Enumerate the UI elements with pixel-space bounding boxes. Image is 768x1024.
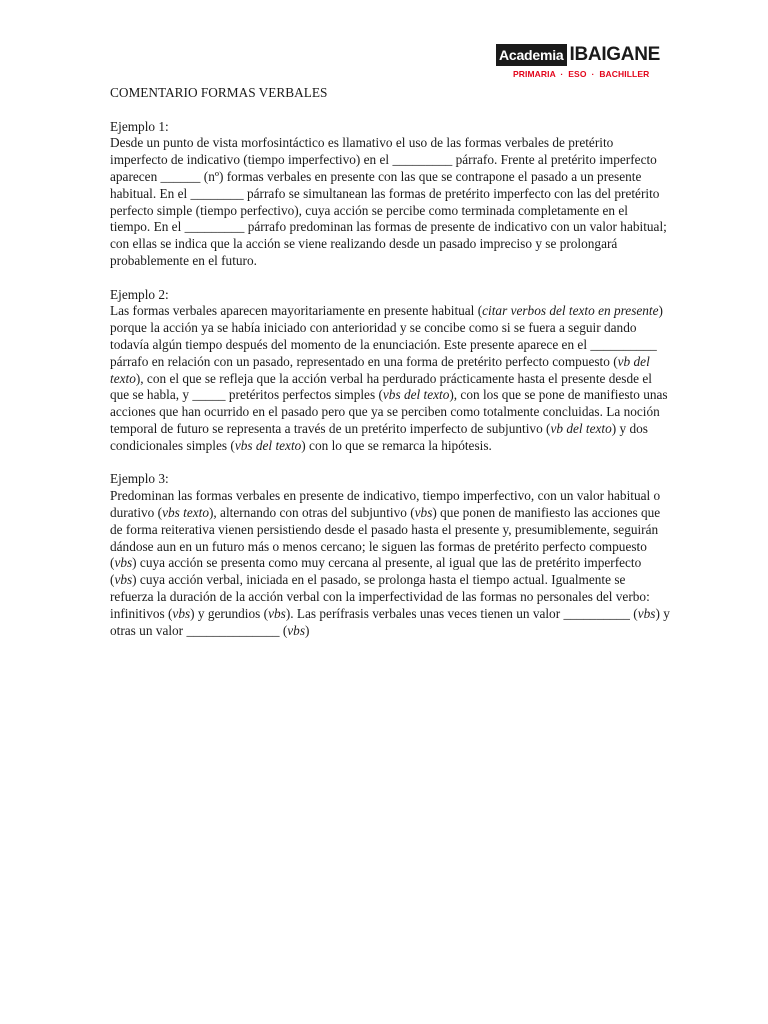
italic-note: vbs <box>114 572 133 588</box>
italic-note: vbs <box>287 622 306 638</box>
text-run: ), con los que se pone de manifiesto unas acciones que han ocurrido en el pasado pero que ya se perciben como totalmente concluidas. La noción temporal de futuro se representa a través de un pretérito imperfecto de subjuntivo ( <box>110 387 668 436</box>
logo-brand-name: IBAIGANE <box>569 44 660 65</box>
italic-note: vbs del texto <box>234 437 302 453</box>
text-run: ) y dos condicionales simples ( <box>110 420 648 453</box>
example-paragraph <box>110 303 670 454</box>
example-label: Ejemplo 3: <box>110 471 169 487</box>
example-paragraph <box>110 488 670 639</box>
text-run: ) y gerundios ( <box>190 605 269 621</box>
academy-logo <box>496 44 660 80</box>
example-block <box>110 471 670 639</box>
text-run: Las formas verbales aparecen mayoritariamente en presente habitual ( <box>110 303 483 319</box>
text-run: Desde un punto de vista morfosintáctico es llamativo el uso de las formas verbales de pretérito imperfecto de indicativo (tiempo imperfectivo) en el _________ párrafo. Frente al pretérito imperfecto aparecen ______ (nº) formas verbales en presente con las que se contrapone el pasado a un presente habitual. En el ________ párrafo se simultanean las formas de pretérito imperfecto con las del pretérito perfecto simple (tiempo perfectivo), cuya acción se percibe como terminada completamente en el tiempo. En el _________ párrafo predominan las formas de presente de indicativo con un valor habitual; con ellas se indica que la acción se viene realizando desde un pasado impreciso y se prolongará probablemente en el futuro. <box>110 135 667 268</box>
text-run: ) cuya acción se presenta como muy cercana al presente, al igual que las de pretérito imperfecto ( <box>110 555 642 588</box>
italic-note: vbs <box>172 605 191 621</box>
logo-tagline: PRIMARIA · ESO · BACHILLER <box>513 69 650 79</box>
example-block <box>110 287 670 455</box>
text-run: ) que ponen de manifiesto las acciones que de forma reiterativa vienen persistiendo desde el pasado hasta el presente y, presumiblemente, seguirán dándose aun en un futuro más o menos cercano; le siguen las formas de pretérito perfecto compuesto ( <box>110 504 661 571</box>
text-run: ) porque la acción ya se había iniciado con anterioridad y se concibe como si se fuera a seguir dando todavía algún tiempo después del momento de la enunciación. Este presente aparece en el __________ párrafo en relación con un pasado, representado en una forma de pretérito perfecto compuesto ( <box>110 303 663 369</box>
example-paragraph <box>110 135 670 269</box>
text-run: Predominan las formas verbales en presente de indicativo, tiempo imperfectivo, con un valor habitual o durativo ( <box>110 488 661 520</box>
text-run: ) con lo que se remarca la hipótesis. <box>301 437 492 453</box>
example-label: Ejemplo 1: <box>110 118 169 134</box>
text-run: ) cuya acción verbal, iniciada en el pasado, se prolonga hasta el tiempo actual. Igualmente se refuerza la duración de la acción verbal con la imperfectividad de las formas no personales del verbo: infinitivos ( <box>110 572 650 621</box>
italic-note: vb del texto <box>550 420 612 436</box>
italic-note: vbs <box>114 555 133 571</box>
example-block <box>110 119 670 270</box>
italic-note: citar verbos del texto en presente <box>482 303 659 319</box>
text-run: ), con el que se refleja que la acción verbal ha perdurado prácticamente hasta el presente desde el que se habla, y _____ pretéritos perfectos simples ( <box>110 370 652 403</box>
italic-note: vbs texto <box>162 504 209 520</box>
example-label: Ejemplo 2: <box>110 286 169 302</box>
italic-note: vbs <box>414 504 433 520</box>
italic-note: vbs del texto <box>382 387 450 403</box>
logo-academia-label: Academia <box>496 44 567 66</box>
text-run: ), alternando con otras del subjuntivo ( <box>208 504 415 520</box>
italic-note: vbs <box>268 605 286 621</box>
document-body <box>110 85 670 656</box>
text-run: ). Las perífrasis verbales unas veces tienen un valor __________ ( <box>285 605 638 621</box>
logo-top-row <box>496 44 660 66</box>
italic-note: vbs <box>637 605 656 621</box>
italic-note: vb del texto <box>110 353 650 386</box>
text-run: ) <box>305 622 310 638</box>
document-title: COMENTARIO FORMAS VERBALES <box>110 85 328 100</box>
text-run: ) y otras un valor ______________ ( <box>110 605 670 638</box>
